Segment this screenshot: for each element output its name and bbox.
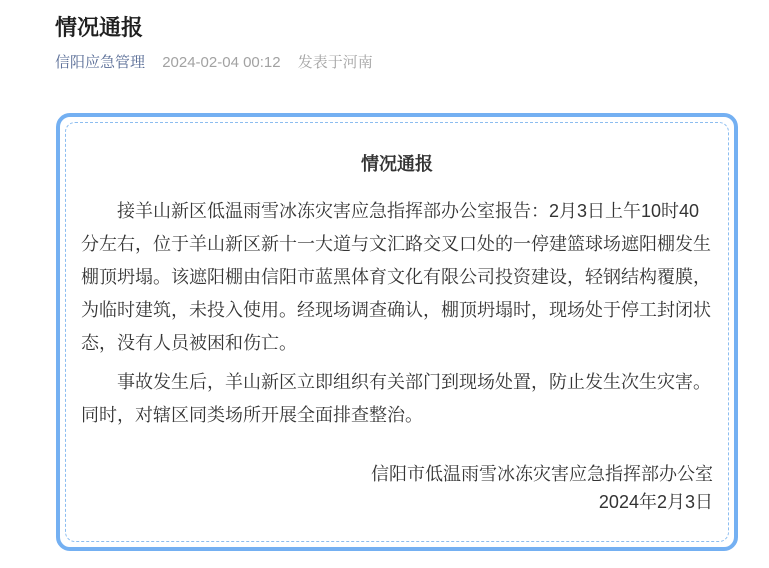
notice-box xyxy=(56,113,738,551)
notice-inner-dashed-border xyxy=(65,122,729,542)
signature-block xyxy=(81,460,713,516)
page-title: 情况通报 xyxy=(55,15,144,40)
notice-title: 情况通报 xyxy=(361,154,433,174)
notice-date: 2024年2月3日 xyxy=(598,492,713,512)
notice-signature: 信阳市低温雨雪冰冻灾害应急指挥部办公室 xyxy=(371,464,713,484)
notice-paragraph: 事故发生后，羊山新区立即组织有关部门到现场处置，防止发生次生灾害。同时，对辖区同类场所开展全面排查整治。 xyxy=(81,372,711,425)
publish-location: 发表于河南 xyxy=(297,54,373,71)
publish-timestamp: 2024-02-04 00:12 xyxy=(162,54,281,71)
byline xyxy=(55,53,769,73)
source-account-link[interactable]: 信阳应急管理 xyxy=(55,54,146,71)
notice-paragraph: 接羊山新区低温雨雪冰冻灾害应急指挥部办公室报告：2月3日上午10时40分左右，位于羊山新区新十一大道与文汇路交叉口处的一停建篮球场遮阳棚发生棚顶坍塌。该遮阳棚由信阳市蓝黑体育文化有限公司投资建设，轻钢结构覆膜，为临时建筑，未投入使用。经现场调查确认，棚顶坍塌时，现场处于停工封闭状态，没有人员被困和伤亡。 xyxy=(81,201,711,353)
